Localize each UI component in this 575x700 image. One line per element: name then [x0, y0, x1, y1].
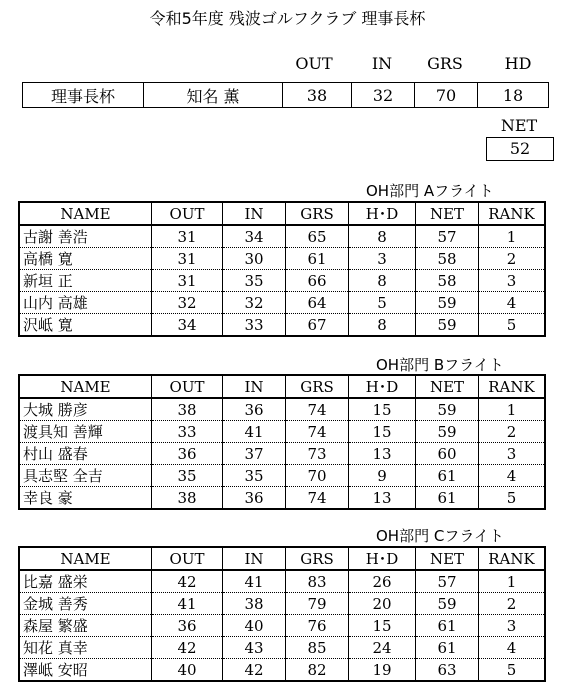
page-title: 令和5年度 残波ゴルフクラブ 理事長杯 — [149, 9, 426, 28]
cell-hd: 20 — [349, 593, 416, 615]
cell-in: 41 — [223, 570, 286, 593]
table-row — [19, 421, 545, 443]
cell-grs: 61 — [286, 248, 349, 270]
cell-in: 38 — [223, 593, 286, 615]
column-header-in: IN — [223, 547, 286, 570]
winner-row — [23, 83, 549, 108]
column-header-in: IN — [223, 202, 286, 225]
cell-hd: 8 — [349, 225, 416, 248]
cell-grs: 65 — [286, 225, 349, 248]
cell-out: 35 — [152, 465, 223, 487]
table-row — [19, 593, 545, 615]
cell-grs: 82 — [286, 659, 349, 682]
cell-in: 35 — [223, 270, 286, 292]
cell-rank: 4 — [479, 292, 546, 314]
cell-net: 58 — [416, 248, 479, 270]
cell-net: 58 — [416, 270, 479, 292]
cell-name: 山内 高雄 — [19, 292, 152, 314]
top-header-grs: GRS — [427, 54, 463, 73]
winner-name: 知名 薫 — [144, 83, 283, 108]
cell-grs: 79 — [286, 593, 349, 615]
cell-rank: 5 — [479, 314, 546, 337]
column-header-rank: RANK — [479, 202, 546, 225]
column-header-out: OUT — [152, 202, 223, 225]
cell-out: 33 — [152, 421, 223, 443]
column-header-grs: GRS — [286, 547, 349, 570]
cell-name: 金城 善秀 — [19, 593, 152, 615]
cell-name: 森屋 繁盛 — [19, 615, 152, 637]
cell-rank: 4 — [479, 465, 546, 487]
cell-hd: 13 — [349, 487, 416, 510]
cell-out: 32 — [152, 292, 223, 314]
cell-name: 古謝 善浩 — [19, 225, 152, 248]
table-header-row — [19, 547, 545, 570]
column-header-name: NAME — [19, 202, 152, 225]
award-name: 理事長杯 — [23, 83, 144, 108]
cell-out: 36 — [152, 615, 223, 637]
cell-net: 59 — [416, 593, 479, 615]
table-row — [19, 615, 545, 637]
column-header-net: NET — [416, 202, 479, 225]
cell-rank: 3 — [479, 270, 546, 292]
cell-out: 42 — [152, 570, 223, 593]
cell-hd: 13 — [349, 443, 416, 465]
table-row — [19, 637, 545, 659]
cell-rank: 2 — [479, 421, 546, 443]
cell-out: 38 — [152, 487, 223, 510]
cell-hd: 8 — [349, 270, 416, 292]
cell-hd: 5 — [349, 292, 416, 314]
column-header-name: NAME — [19, 547, 152, 570]
cell-out: 42 — [152, 637, 223, 659]
cell-name: 新垣 正 — [19, 270, 152, 292]
cell-out: 38 — [152, 398, 223, 421]
column-header-grs: GRS — [286, 202, 349, 225]
table-row — [19, 659, 545, 682]
flight-c-title: OH部門 Cフライト — [376, 527, 504, 545]
cell-out: 31 — [152, 270, 223, 292]
flight-c-table — [18, 546, 546, 682]
top-header-hd: HD — [504, 54, 532, 73]
cell-hd: 15 — [349, 398, 416, 421]
column-header-rank: RANK — [479, 375, 546, 398]
cell-net: 59 — [416, 292, 479, 314]
column-header-hd: H･D — [349, 202, 416, 225]
cell-name: 渡具知 善輝 — [19, 421, 152, 443]
table-row — [19, 248, 545, 270]
column-header-net: NET — [416, 547, 479, 570]
cell-hd: 3 — [349, 248, 416, 270]
cell-hd: 19 — [349, 659, 416, 682]
column-header-name: NAME — [19, 375, 152, 398]
cell-name: 澤岻 安昭 — [19, 659, 152, 682]
cell-name: 比嘉 盛栄 — [19, 570, 152, 593]
cell-in: 41 — [223, 421, 286, 443]
cell-in: 37 — [223, 443, 286, 465]
column-header-rank: RANK — [479, 547, 546, 570]
cell-net: 60 — [416, 443, 479, 465]
column-header-hd: H･D — [349, 375, 416, 398]
cell-rank: 4 — [479, 637, 546, 659]
table-header-row — [19, 375, 545, 398]
cell-grs: 83 — [286, 570, 349, 593]
cell-net: 61 — [416, 615, 479, 637]
cell-rank: 2 — [479, 593, 546, 615]
column-header-hd: H･D — [349, 547, 416, 570]
cell-grs: 74 — [286, 487, 349, 510]
column-header-out: OUT — [152, 375, 223, 398]
cell-net: 59 — [416, 314, 479, 337]
cell-out: 31 — [152, 225, 223, 248]
cell-in: 33 — [223, 314, 286, 337]
cell-name: 村山 盛春 — [19, 443, 152, 465]
cell-in: 36 — [223, 398, 286, 421]
cell-name: 大城 勝彦 — [19, 398, 152, 421]
cell-in: 34 — [223, 225, 286, 248]
cell-in: 35 — [223, 465, 286, 487]
table-row — [19, 443, 545, 465]
cell-in: 40 — [223, 615, 286, 637]
cell-rank: 2 — [479, 248, 546, 270]
winner-table — [22, 82, 549, 108]
cell-out: 34 — [152, 314, 223, 337]
cell-in: 42 — [223, 659, 286, 682]
cell-name: 幸良 豪 — [19, 487, 152, 510]
flight-b-table — [18, 374, 546, 510]
cell-grs: 70 — [286, 465, 349, 487]
cell-rank: 3 — [479, 615, 546, 637]
cell-grs: 73 — [286, 443, 349, 465]
cell-rank: 5 — [479, 487, 546, 510]
cell-rank: 3 — [479, 443, 546, 465]
cell-rank: 1 — [479, 570, 546, 593]
column-header-in: IN — [223, 375, 286, 398]
cell-grs: 64 — [286, 292, 349, 314]
cell-net: 61 — [416, 487, 479, 510]
flight-a-table — [18, 201, 546, 337]
cell-grs: 66 — [286, 270, 349, 292]
table-row — [19, 314, 545, 337]
table-header-row — [19, 202, 545, 225]
cell-net: 59 — [416, 421, 479, 443]
table-row — [19, 570, 545, 593]
cell-name: 高橋 寛 — [19, 248, 152, 270]
cell-net: 57 — [416, 570, 479, 593]
column-header-grs: GRS — [286, 375, 349, 398]
top-header-out: OUT — [295, 54, 333, 73]
cell-in: 43 — [223, 637, 286, 659]
flight-b-title: OH部門 Bフライト — [376, 356, 504, 374]
table-row — [19, 465, 545, 487]
cell-net: 57 — [416, 225, 479, 248]
cell-rank: 1 — [479, 225, 546, 248]
cell-in: 36 — [223, 487, 286, 510]
table-row — [19, 225, 545, 248]
cell-name: 知花 真幸 — [19, 637, 152, 659]
column-header-net: NET — [416, 375, 479, 398]
cell-net: 59 — [416, 398, 479, 421]
cell-out: 36 — [152, 443, 223, 465]
cell-hd: 8 — [349, 314, 416, 337]
table-row — [19, 270, 545, 292]
flight-a-title: OH部門 Aフライト — [366, 182, 494, 200]
cell-grs: 74 — [286, 421, 349, 443]
cell-name: 具志堅 全吉 — [19, 465, 152, 487]
table-row — [19, 398, 545, 421]
cell-name: 沢岻 寛 — [19, 314, 152, 337]
cell-grs: 76 — [286, 615, 349, 637]
cell-in: 32 — [223, 292, 286, 314]
net-label: NET — [500, 116, 538, 135]
cell-out: 41 — [152, 593, 223, 615]
cell-out: 40 — [152, 659, 223, 682]
cell-grs: 67 — [286, 314, 349, 337]
cell-rank: 1 — [479, 398, 546, 421]
winner-in: 32 — [352, 83, 415, 108]
cell-grs: 74 — [286, 398, 349, 421]
cell-in: 30 — [223, 248, 286, 270]
cell-hd: 24 — [349, 637, 416, 659]
winner-hd: 18 — [478, 83, 549, 108]
cell-rank: 5 — [479, 659, 546, 682]
net-value: 52 — [486, 137, 554, 161]
cell-hd: 9 — [349, 465, 416, 487]
table-row — [19, 292, 545, 314]
top-header-in: IN — [371, 54, 393, 73]
cell-net: 63 — [416, 659, 479, 682]
winner-out: 38 — [283, 83, 352, 108]
column-header-out: OUT — [152, 547, 223, 570]
cell-net: 61 — [416, 637, 479, 659]
cell-hd: 15 — [349, 421, 416, 443]
cell-hd: 15 — [349, 615, 416, 637]
cell-grs: 85 — [286, 637, 349, 659]
winner-grs: 70 — [415, 83, 478, 108]
cell-out: 31 — [152, 248, 223, 270]
table-row — [19, 487, 545, 510]
cell-net: 61 — [416, 465, 479, 487]
cell-hd: 26 — [349, 570, 416, 593]
